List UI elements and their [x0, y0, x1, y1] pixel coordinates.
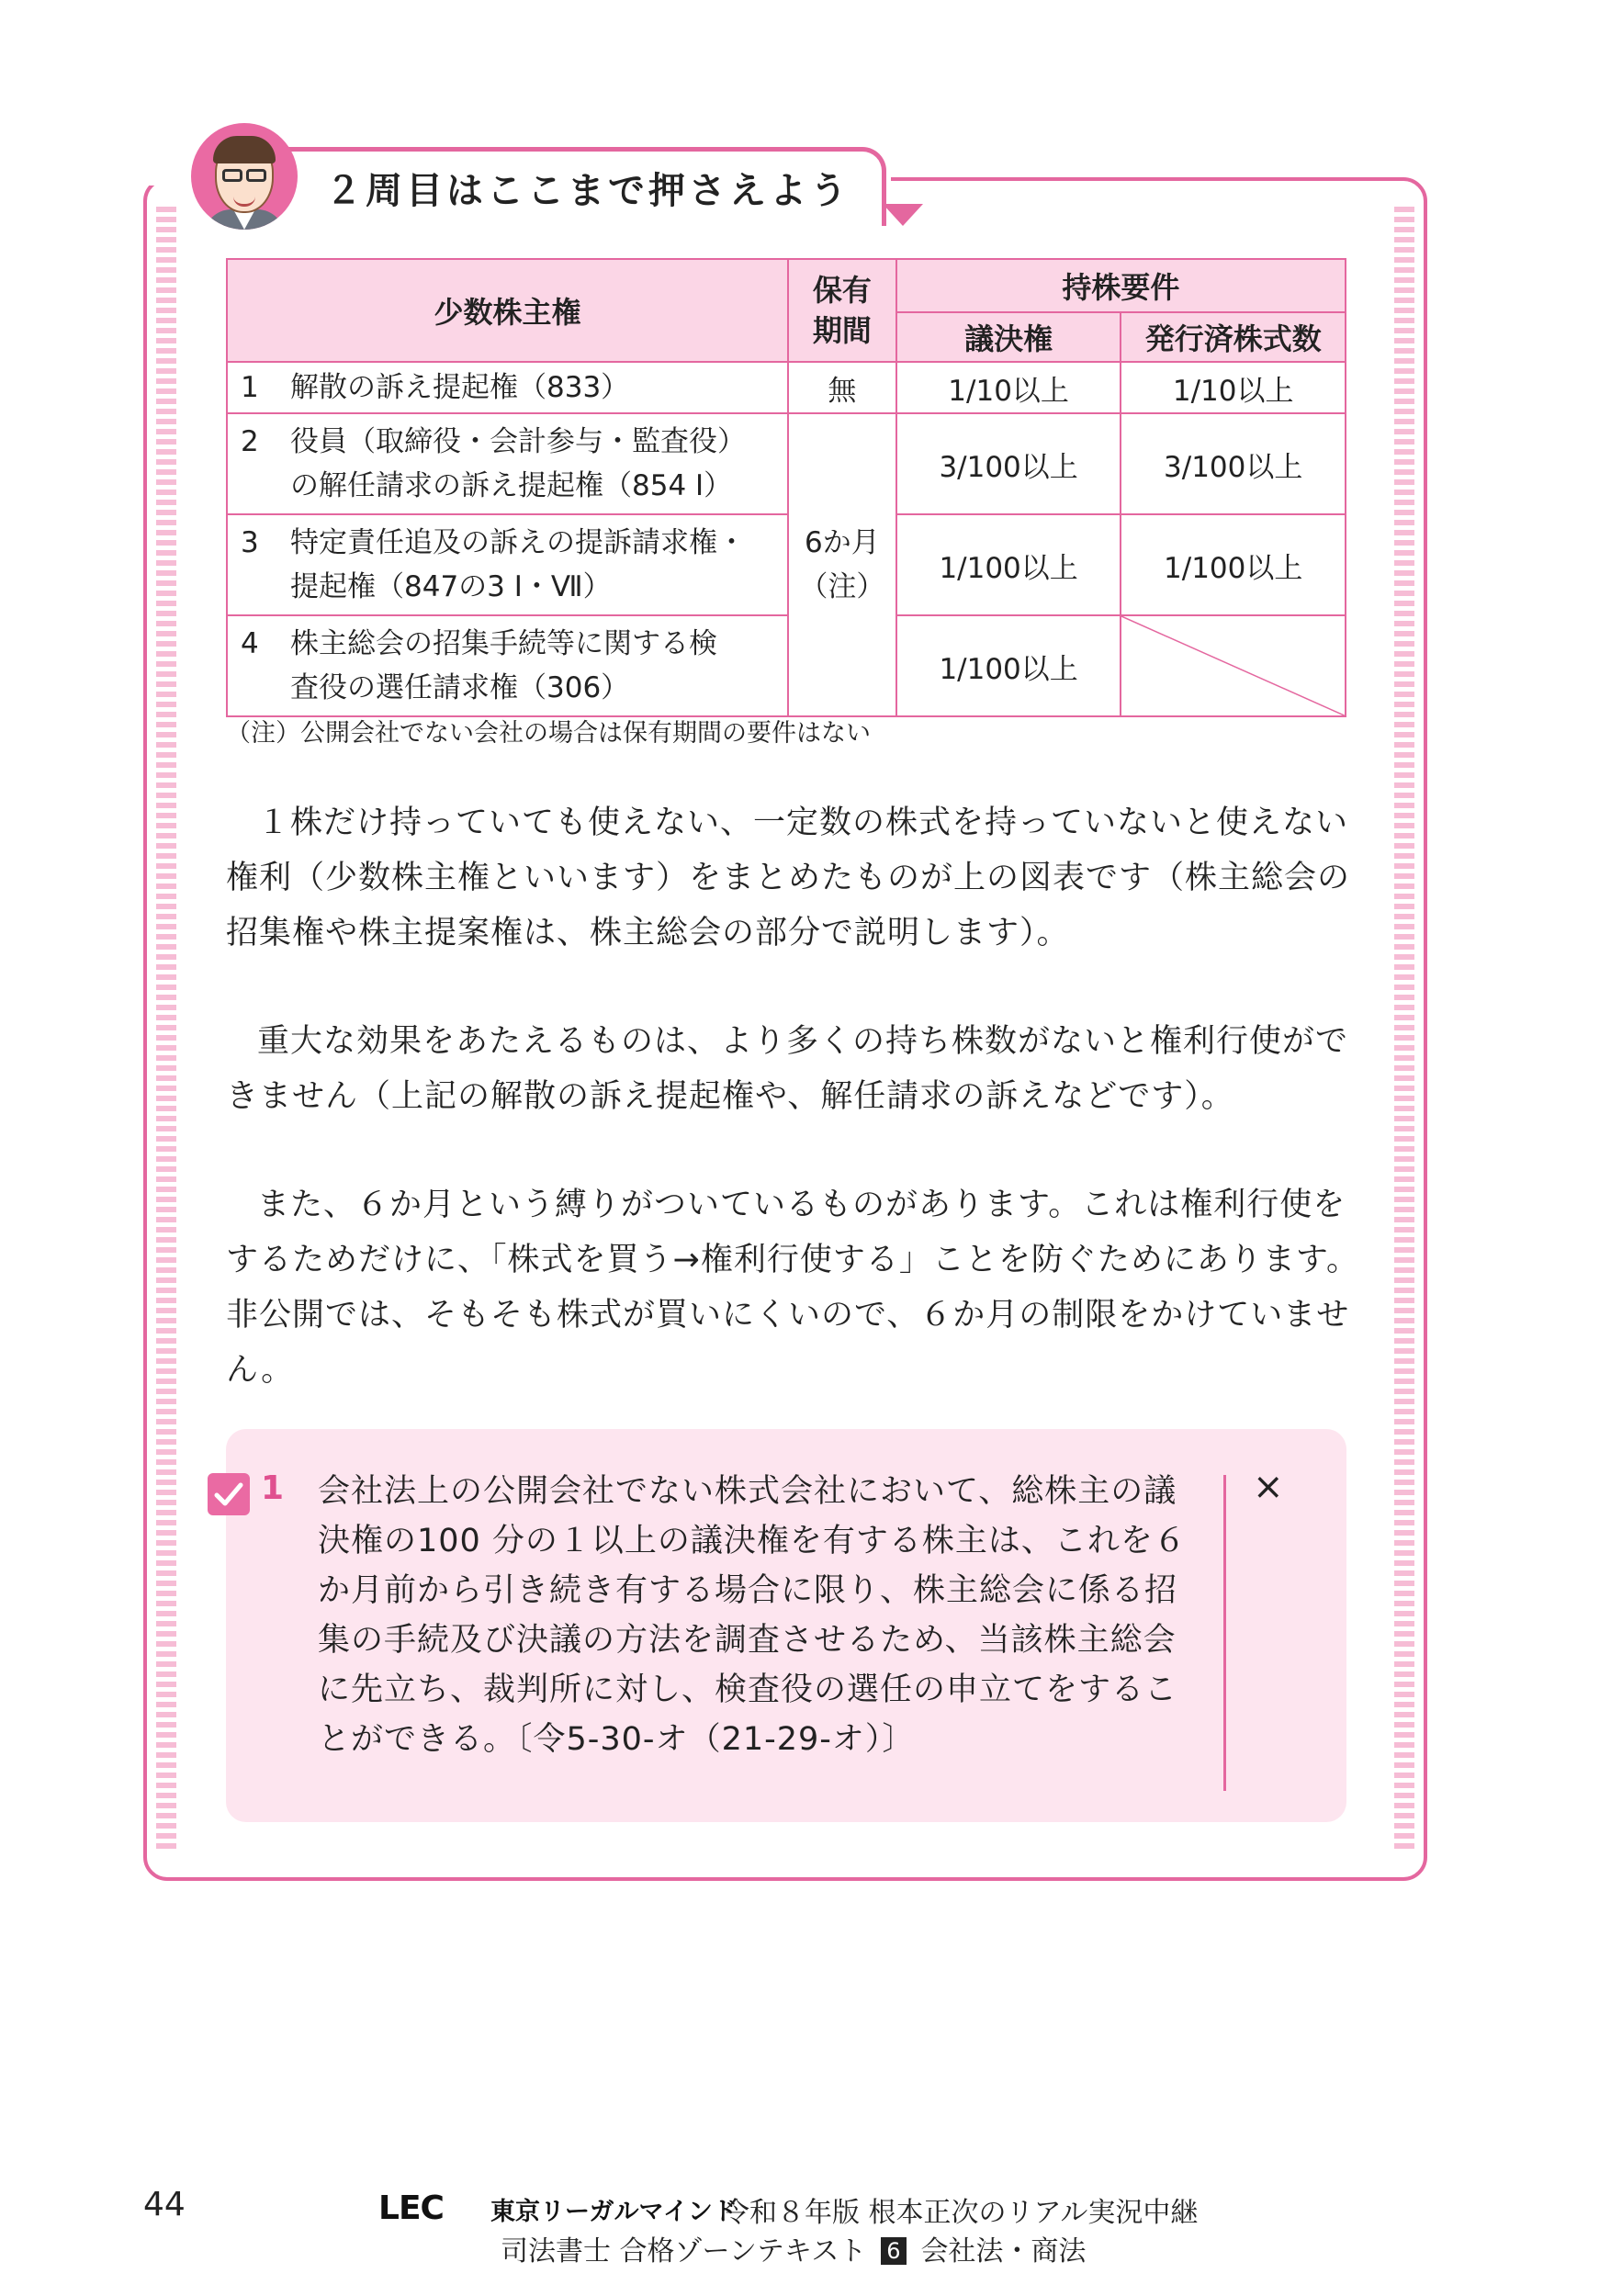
shares-cell: 1/10以上 [1121, 362, 1346, 413]
not-applicable-cell [1121, 615, 1346, 716]
voting-cell: 1/100以上 [896, 615, 1121, 716]
right-stripe-decoration [1394, 207, 1414, 1851]
merged-period-cell: 6か月 （注） [788, 413, 896, 716]
table-row: 2 役員（取締役・会計参与・監査役） の解任請求の訴え提起権（854 Ⅰ） 6か月 （注） 3/100以上 3/100以上 [227, 413, 1346, 514]
section-title: ２周目はここまで押さえよう [325, 170, 850, 212]
table-footnote: （注）公開会社でない会社の場合は保有期間の要件はない [226, 719, 871, 748]
question-number: 1 [261, 1469, 285, 1507]
question-answer: × [1253, 1466, 1284, 1508]
volume-badge: 6 [881, 2237, 907, 2265]
brand-name: 東京リーガルマインド [490, 2198, 738, 2226]
page-number: 44 [143, 2186, 186, 2223]
col-header-right: 少数株主権 [227, 259, 788, 362]
paragraph-1: １株だけ持っていても使えない、一定数の株式を持っていないと使えない 権利（少数株主権といいます）をまとめたものが上の図表です（株主総会の 招集権や株主提案権は、株主総会の部分で説明します）。 [226, 805, 1351, 951]
col-header-shares: 発行済株式数 [1121, 312, 1346, 362]
paragraph-2: 重大な効果をあたえるものは、より多くの持ち株数がないと権利行使がで きません（上記の解散の訴え提起権や、解任請求の訴えなどです）。 [226, 1023, 1349, 1115]
period-cell: 無 [788, 362, 896, 413]
arrow-down-icon [883, 204, 923, 226]
book-subtitle: 司法書士 合格ゾーンテキスト 6 会社法・商法 [501, 2235, 1087, 2268]
col-header-period [788, 259, 896, 362]
paragraph-3: また、６か月という縛りがついているものがあります。これは権利行使を するためだけに、「株式を買う→権利行使する」ことを防ぐためにあります。 非公開では、そもそも株式が買いにくいので、６か月の制限をかけていませ ん。 [226, 1187, 1360, 1389]
voting-cell: 3/100以上 [896, 413, 1121, 514]
teacher-avatar-icon [191, 123, 298, 230]
col-header-period-label: 保有 期間 [812, 273, 872, 348]
question-text: 会社法上の公開会社でない株式会社において、総株主の議 決権の100 分の１以上の議決権を有する株主は、これを６ か月前から引き続き有する場合に限り、株主総会に係る招 集の手続及び決議の方法を調査させるため、当該株主総会 に先立ち、裁判所に対し、検査役の選任の申立てをするこ とができる。〔令5-30-オ（21-29-オ）〕 [318, 1473, 1187, 1758]
col-header-voting: 議決権 [896, 312, 1121, 362]
answer-divider [1223, 1475, 1226, 1791]
voting-cell: 1/10以上 [896, 362, 1121, 413]
checkbox-icon[interactable] [208, 1473, 250, 1515]
diagonal-line-icon [1121, 616, 1345, 715]
lec-logo: LEC [378, 2189, 444, 2227]
minority-rights-table [226, 258, 1346, 717]
voting-cell: 1/100以上 [896, 514, 1121, 615]
col-header-requirement: 持株要件 [896, 259, 1346, 312]
table-row: 3 特定責任追及の訴えの提訴請求権・ 提起権（847の3 Ⅰ・Ⅶ） 1/100以上 1/100以上 [227, 514, 1346, 615]
table-row: 1 解散の訴え提起権（833） 無 1/10以上 1/10以上 [227, 362, 1346, 413]
table-row: 4 株主総会の招集手続等に関する検 査役の選任請求権（306） 1/100以上 [227, 615, 1346, 716]
book-title: 令和８年版 根本正次のリアル実況中継 [722, 2197, 1199, 2229]
left-stripe-decoration [156, 207, 176, 1851]
shares-cell: 3/100以上 [1121, 413, 1346, 514]
shares-cell: 1/100以上 [1121, 514, 1346, 615]
